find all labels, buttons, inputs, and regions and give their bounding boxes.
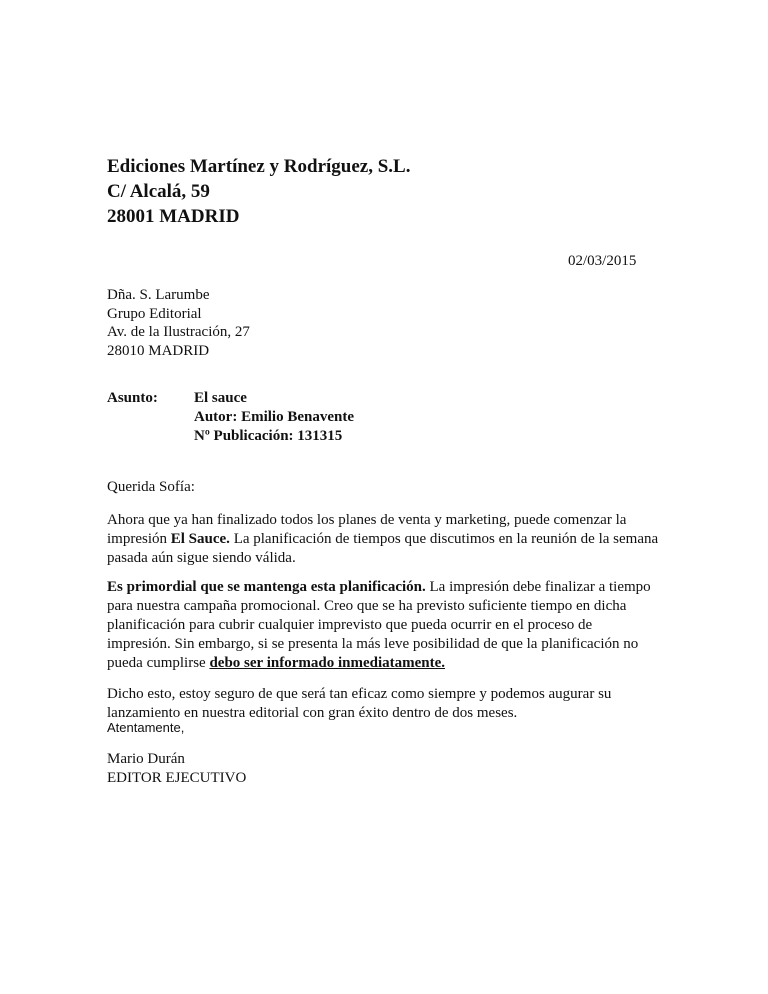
recipient-address — [107, 286, 250, 360]
paragraph-2-line-2: para nuestra campaña promocional. Creo que se ha previsto suficiente tiempo en dicha — [107, 598, 627, 614]
recipient-city: 28010 MADRID — [107, 342, 210, 359]
paragraph-2-line-1-post: La impresión debe finalizar a tiempo — [425, 579, 651, 595]
paragraph-1-line-3: pasada aún sigue siendo válida. — [107, 550, 296, 566]
paragraph-2-line-4: impresión. Sin embargo, si se presenta la más leve posibilidad de que la planificación no — [107, 636, 639, 652]
subject-details — [194, 389, 354, 446]
subject-title: El sauce — [194, 390, 247, 406]
paragraph-3 — [107, 685, 667, 723]
paragraph-1-line-2 — [107, 530, 667, 549]
paragraph-2-line-1 — [107, 578, 667, 597]
sender-address — [107, 154, 410, 229]
book-title-bold: El Sauce. — [170, 531, 230, 547]
paragraph-2 — [107, 578, 667, 673]
sender-city: 28001 MADRID — [107, 206, 240, 227]
sender-name: Ediciones Martínez y Rodríguez, S.L. — [107, 156, 411, 177]
signature-name: Mario Durán — [107, 751, 185, 767]
sender-street: C/ Alcalá, 59 — [107, 181, 210, 202]
recipient-name: Dña. S. Larumbe — [107, 287, 210, 303]
paragraph-3-line-1: Dicho esto, estoy seguro de que será tan eficaz como siempre y podemos augurar su — [107, 686, 612, 702]
signature-block — [107, 750, 246, 788]
emphasis-bold: Es primordial que se mantenga esta planificación. — [107, 579, 426, 595]
paragraph-1 — [107, 511, 667, 568]
signature-title: EDITOR EJECUTIVO — [107, 770, 247, 786]
paragraph-3-line-2: lanzamiento en nuestra editorial con gran éxito dentro de dos meses. — [107, 705, 518, 721]
paragraph-2-line-3: planificación para cubrir cualquier imprevisto que pueda ocurrir en el proceso de — [107, 617, 593, 633]
letter-date: 02/03/2015 — [568, 253, 637, 269]
subject-publication: Nº Publicación: 131315 — [194, 428, 343, 444]
subject-label: Asunto: — [107, 390, 158, 406]
paragraph-1-line-2-pre: impresión — [107, 531, 171, 547]
greeting: Querida Sofía: — [107, 479, 195, 495]
recipient-company: Grupo Editorial — [107, 305, 202, 322]
paragraph-1-line-2-post: La planificación de tiempos que discutimos en la reunión de la semana — [229, 531, 659, 547]
closing: Atentamente, — [107, 720, 185, 735]
paragraph-2-line-5-pre: pueda cumplirse — [107, 655, 210, 671]
paragraph-2-line-5 — [107, 654, 667, 673]
underlined-emphasis: debo ser informado inmediatamente. — [209, 655, 446, 671]
recipient-street: Av. de la Ilustración, 27 — [107, 324, 250, 340]
subject-author: Autor: Emilio Benavente — [194, 409, 354, 425]
paragraph-1-line-1: Ahora que ya han finalizado todos los planes de venta y marketing, puede comenzar la — [107, 512, 627, 528]
